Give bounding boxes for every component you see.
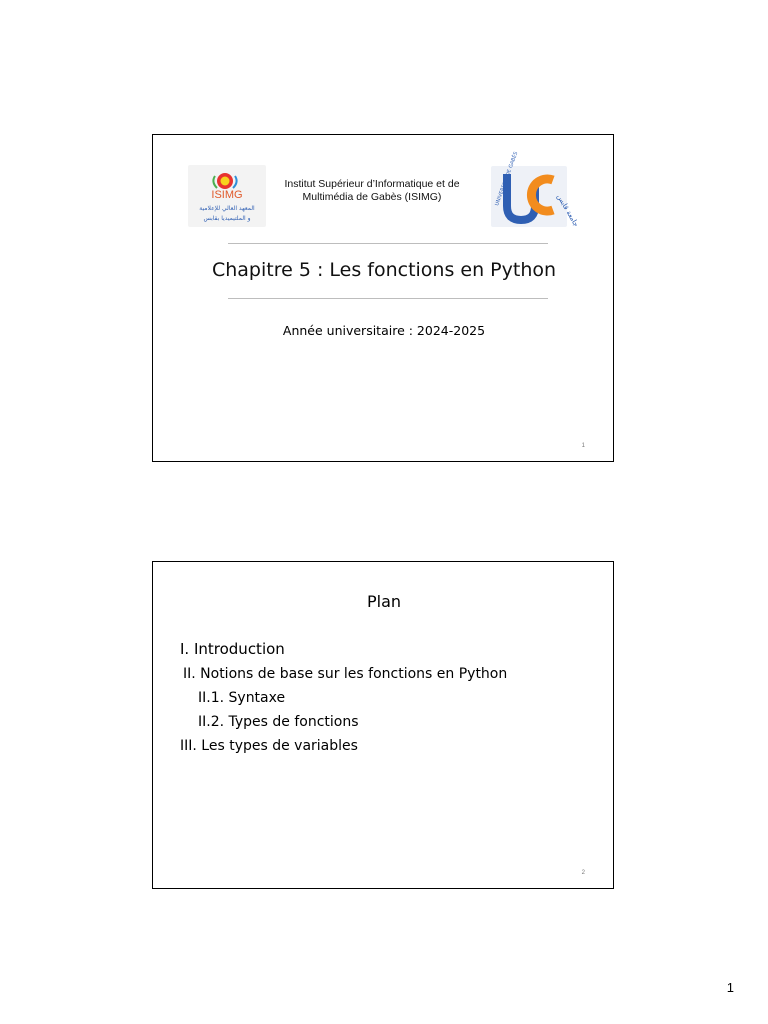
slide-title xyxy=(152,134,614,462)
svg-text:و الملتيميديا بقابس: و الملتيميديا بقابس xyxy=(203,215,251,222)
svg-text:جامعة قابس: جامعة قابس xyxy=(555,193,581,229)
page-number: 1 xyxy=(726,980,734,995)
toc-item: III. Les types de variables xyxy=(180,738,358,754)
svg-text:المعهد العالي للإعلامية: المعهد العالي للإعلامية xyxy=(199,205,255,212)
institute-name: Institut Supérieur d’Informatique et de Multimédia de Gabès (ISIMG) xyxy=(284,178,460,203)
slide-plan xyxy=(152,561,614,889)
title-rule-bottom xyxy=(228,298,548,299)
plan-title: Plan xyxy=(366,592,402,611)
academic-year: Année universitaire : 2024-2025 xyxy=(282,323,486,338)
slide-title-text: Chapitre 5 : Les fonctions en Python xyxy=(211,259,557,281)
toc-item: II.1. Syntaxe xyxy=(198,690,286,706)
isimg-logo xyxy=(188,165,266,227)
slide-number: 2 xyxy=(581,870,585,876)
title-rule-top xyxy=(228,243,548,244)
toc-item: I. Introduction xyxy=(180,640,285,658)
toc-item: II. Notions de base sur les fonctions en Python xyxy=(183,666,508,682)
svg-text:UNIVERSITÉ DE GABÈS: UNIVERSITÉ DE GABÈS xyxy=(494,151,520,207)
slide-number: 1 xyxy=(581,443,585,449)
university-gabes-logo xyxy=(491,151,581,229)
isimg-logo-text: ISIMG xyxy=(211,189,243,201)
toc-item: II.2. Types de fonctions xyxy=(198,714,359,730)
